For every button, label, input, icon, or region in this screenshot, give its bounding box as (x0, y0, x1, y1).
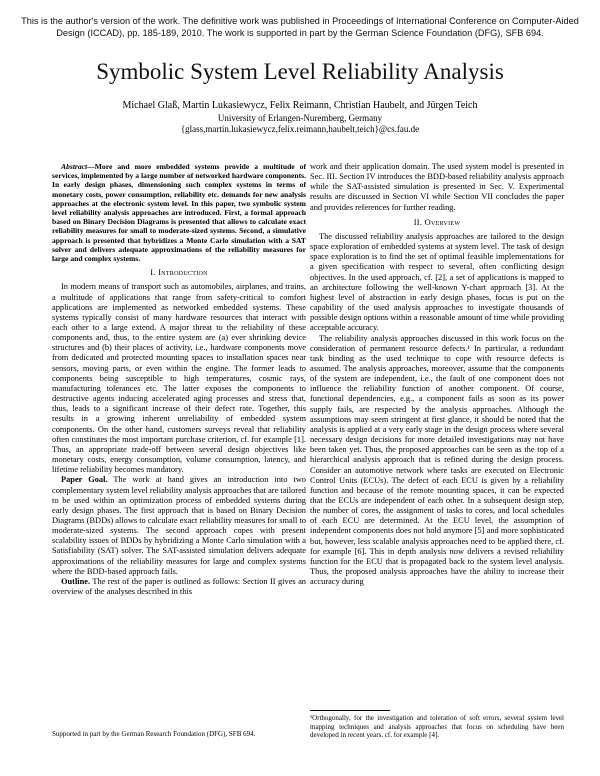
section-title: Overview (424, 217, 461, 227)
funding-footnote (52, 730, 306, 739)
funding-footnote-text: Supported in part by the German Research Foundation (DFG), SFB 694. (52, 730, 256, 738)
section-number: I. (150, 268, 156, 278)
outline-heading: Outline. (61, 576, 91, 586)
abstract (52, 162, 306, 263)
paper-goal-heading: Paper Goal. (61, 475, 108, 485)
paper-title: Symbolic System Level Reliability Analysis (96, 59, 504, 84)
abstract-text: —More and more embedded systems provide a multitude of services, implemented by a large number of networked hardware components. In early design phases, dimensioning such complex systems in terms of monetary costs, power consumption, reliability etc. demands for new analysis approaches at the electronic system level. In this paper, two symbolic system level reliability analysis approaches are introduced. First, a formal approach based on Binary Decision Diagrams is presented that allows to calculate exact reliability measures for small to moderate-sized systems. Second, a simulative approach is presented that hybridizes a Monte Carlo simulation with a SAT solver and delivers adequate approximations of the reliability measures for large and complex systems. (52, 162, 306, 264)
left-column (52, 162, 306, 597)
footnote-text: ¹Orthogonally, for the investigation and toleration of soft errors, several system level mapping techniques and analysis approaches that focus on scheduling have been developed in recent years, cf. for example [4]. (310, 714, 564, 739)
right-column (310, 162, 564, 587)
section-title: Introduction (158, 268, 208, 278)
abstract-label: Abstract (61, 162, 88, 171)
author-list: Michael Glaß, Martin Lukasiewycz, Felix Reimann, Christian Haubelt, and Jürgen Teich (122, 100, 478, 111)
overview-paragraph-1: The discussed reliability analysis approaches are tailored to the design space exploration of embedded systems at system level. The task of design space exploration is to find the set of optimal feasible implementations for a given specification with respect to several, often conflicting design objectives. In the used approach, cf. [2], a set of applications is mapped to an architecture following the well-known Y-chart approach [3]. At the highest level of abstraction in early design phases, focus is put on the capability of the used analysis approaches to investigate thousands of possible design options within a reasonable amount of time while providing acceptable accuracy. (310, 231, 565, 333)
email-line: {glass,martin.lukasiewycz,felix.reimann,haubelt,teich}@cs.fau.de (180, 124, 420, 134)
affiliation-block (0, 113, 600, 135)
outline-text: The rest of the paper is outlined as follows: Section II gives an overview of the analyses described in this (52, 576, 306, 597)
affiliation: University of Erlangen-Nuremberg, Germany (217, 113, 383, 123)
section-number: II. (413, 217, 423, 227)
outline-paragraph (52, 577, 306, 597)
section-heading-overview (310, 218, 564, 228)
paper-goal-paragraph (52, 475, 306, 577)
publication-notice: This is the author's version of the work. The definitive work was published in Proceedings of International Conference on Computer-Aided Design (ICCAD), pp. 185-189, 2010. The work is supported in part by the German Science Foundation (DFG), SFB 694. (21, 16, 579, 38)
paper-goal-text: The work at hand gives an introduction into two complementary system level reliability analysis approaches that are tailored to be used within an optimization process of embedded systems during early design phases. The first approach that is based on Binary Decision Diagrams (BDDs) allows to calculate exact reliability measures for small to moderate-sized systems. The second approach copes with present scalability issues of BDDs by hybridizing a Monte Carlo simulation with a Satisfiability (SAT) solver. The SAT-assisted simulation delivers adequate approximations of the reliability measures for large and complex systems where the BDD-based approach fails. (52, 475, 306, 576)
footnote-rule (310, 710, 390, 711)
continuation-paragraph: work and their application domain. The used system model is presented in Sec. III. Section IV introduces the BDD-based reliability analysis approach while the SAT-assisted simulation is presented in Sec. V. Experimental results are discussed in Section VI while Section VII concludes the paper and provides references for further reading. (310, 162, 564, 212)
section-heading-introduction (52, 268, 306, 278)
footnote-block (310, 710, 564, 740)
intro-paragraph: In modern means of transport such as automobiles, airplanes, and trains, a multitude of applications that range from safety-critical to comfort applications are implemented as networked embedded systems. These systems typically consist of many hardware resources that interact with each other to a large extend. A major threat to the reliability of these components and, thus, to the entire system are (a) ever shrinking device structures and (b) their places of activity, i.e., hardware components move from dedicated and protected mounting spaces to installation spaces near sensors, moving parts, or even within the engine. The former leads to components being susceptible to high temperatures, cosmic rays, manufacturing tolerances etc. The latter exposes the components to destructive agents inducing accelerated aging processes and stress that, thus, leads to a significant increase of their defect rate. Together, this results in a growing inherent unreliability of embedded system components. On the other hand, customers surveys reveal that reliability often constitutes the most important purchase criterion, cf. for example [1]. Thus, an appropriate trade-off between several design objectives like monetary costs, energy consumption, volume consumption, latency, and lifetime reliability becomes mandatory. (52, 282, 306, 475)
overview-paragraph-2: The reliability analysis approaches discussed in this work focus on the consideration of permanent resource defects.¹ In particular, a redundant task binding as the used technique to cope with resource defects is assumed. The analysis approaches, moreover, assume that the components of the system are independent, i.e., the fault of one component does not influence the reliability function of another component. Of course, functional dependencies, e.g., a component fails as soon as its power supply fails, are respected by the analysis approaches. Although the assumptions may seem stringent at first glance, it should be noted that the analysis is applied at a very early stage in the design process where several necessary design decisions for more detailed investigations may not have been taken yet. Thus, the proposed approaches can be seen as the top of a hierarchical analysis approach that is refined during the design process. Consider an automotive network where tasks are executed on Electronic Control Units (ECUs). The defect of each ECU is given by a reliability function and because of the remote mounting spaces, it can be expected that the ECUs are independent of each other. In a subsequent design step, the number of cores, the assignment of tasks to cores, and local schedules of each ECU are determined. At the ECU level, the assumption of independent components does not hold anymore [5] and more sophisticated but, however, less scalable analysis approaches need to be applied there, cf. for example [6]. This in depth analysis now delivers a revised reliability function for the ECU that is propagated back to the system level analysis. Thus, the proposed analysis approaches have the ability to increase their accuracy during (310, 333, 564, 587)
